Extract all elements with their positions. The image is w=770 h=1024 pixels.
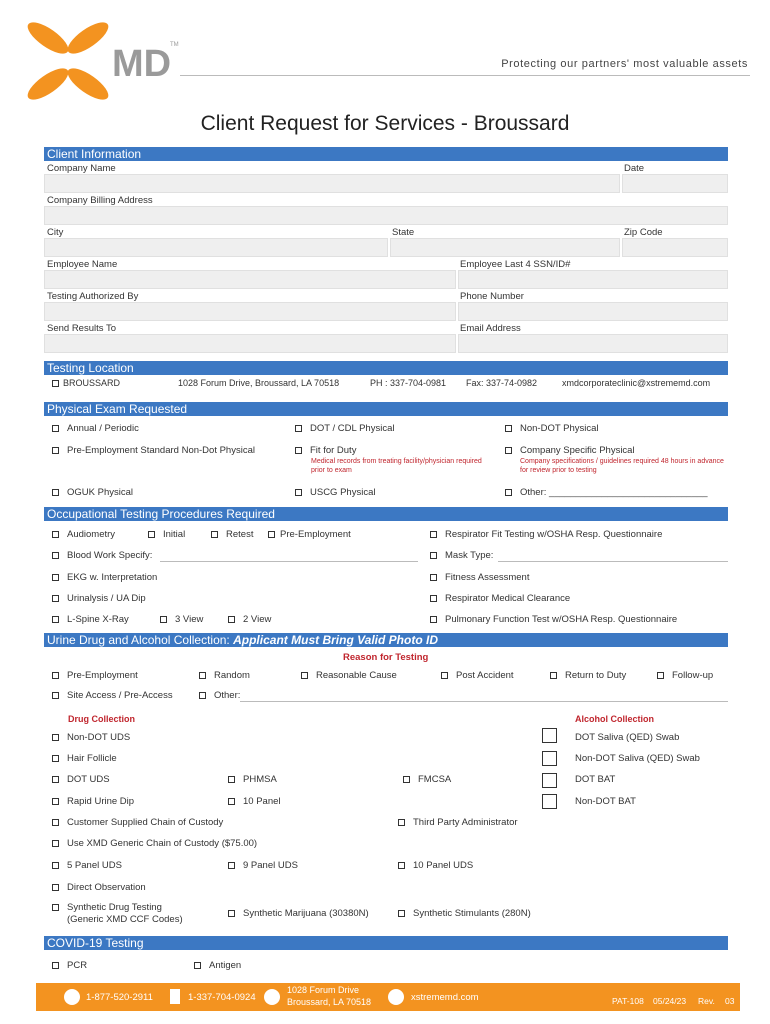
synthetic-drug-sublabel: (Generic XMD CCF Codes) bbox=[67, 914, 183, 925]
checkbox[interactable] bbox=[52, 884, 59, 891]
phone-field[interactable] bbox=[458, 302, 728, 321]
checkbox[interactable] bbox=[52, 840, 59, 847]
tagline-rule bbox=[180, 75, 750, 76]
checkbox[interactable] bbox=[52, 904, 59, 911]
option-label: Return to Duty bbox=[565, 670, 627, 681]
option-label: Respirator Fit Testing w/OSHA Resp. Questionnaire bbox=[445, 529, 663, 540]
send-results-label: Send Results To bbox=[47, 323, 117, 334]
option-label: Initial bbox=[163, 529, 186, 540]
checkbox[interactable] bbox=[160, 616, 167, 623]
checkbox[interactable] bbox=[228, 776, 235, 783]
fitness-assessment-option[interactable] bbox=[430, 572, 529, 583]
section-occupational-testing: Occupational Testing Procedures Required bbox=[44, 507, 728, 521]
checkbox[interactable] bbox=[295, 425, 302, 432]
option-label: Reasonable Cause bbox=[316, 670, 397, 681]
other-physical-option[interactable] bbox=[505, 487, 708, 498]
location-broussard-option[interactable] bbox=[52, 378, 120, 388]
pft-option[interactable] bbox=[430, 614, 677, 625]
checkbox[interactable] bbox=[398, 910, 405, 917]
dot-saliva-label: DOT Saliva (QED) Swab bbox=[575, 732, 680, 743]
footer-phone: 1-877-520-2911 bbox=[86, 992, 153, 1003]
option-label: Fitness Assessment bbox=[445, 572, 530, 583]
zip-field[interactable] bbox=[622, 238, 728, 257]
location-pin-icon bbox=[264, 989, 280, 1005]
option-label: Third Party Administrator bbox=[413, 817, 518, 828]
option-label: Annual / Periodic bbox=[67, 423, 139, 434]
mask-type-input[interactable] bbox=[498, 561, 728, 562]
nine-panel-uds-option[interactable] bbox=[228, 860, 298, 871]
checkbox[interactable] bbox=[52, 692, 59, 699]
location-site: BROUSSARD bbox=[63, 378, 121, 388]
non-dot-saliva-checkbox[interactable] bbox=[542, 751, 557, 766]
section-covid-testing: COVID-19 Testing bbox=[44, 936, 728, 950]
checkbox[interactable] bbox=[430, 574, 437, 581]
checkbox[interactable] bbox=[657, 672, 664, 679]
rapid-urine-dip-option[interactable] bbox=[52, 796, 134, 807]
checkbox[interactable] bbox=[295, 447, 302, 454]
checkbox[interactable] bbox=[52, 734, 59, 741]
other-reason-input[interactable] bbox=[240, 701, 728, 702]
employee-ssn-field[interactable] bbox=[458, 270, 728, 289]
option-label: 3 View bbox=[175, 614, 204, 625]
dot-bat-checkbox[interactable] bbox=[542, 773, 557, 788]
date-label: Date bbox=[624, 163, 645, 174]
billing-address-label: Company Billing Address bbox=[47, 195, 153, 206]
option-label: USCG Physical bbox=[310, 487, 376, 498]
checkbox[interactable] bbox=[430, 552, 437, 559]
option-label: Other: bbox=[214, 690, 241, 701]
option-label: Hair Follicle bbox=[67, 753, 117, 764]
ten-panel-uds-option[interactable] bbox=[398, 860, 473, 871]
company-specific-option[interactable] bbox=[505, 445, 635, 456]
svg-text:TM: TM bbox=[170, 42, 179, 48]
option-label: Pre-Employment bbox=[67, 670, 138, 681]
option-label: Fit for Duty bbox=[310, 445, 357, 456]
audiometry-pre-employment-option[interactable] bbox=[268, 529, 351, 540]
annual-periodic-option[interactable] bbox=[52, 423, 139, 434]
location-phone: PH : 337-704-0981 bbox=[370, 378, 447, 388]
non-dot-bat-checkbox[interactable] bbox=[542, 794, 557, 809]
option-label: EKG w. Interpretation bbox=[67, 572, 158, 583]
option-label: PHMSA bbox=[243, 774, 277, 785]
dot-saliva-checkbox[interactable] bbox=[542, 728, 557, 743]
two-view-option[interactable] bbox=[228, 614, 271, 625]
checkbox[interactable] bbox=[430, 595, 437, 602]
checkbox[interactable] bbox=[52, 425, 59, 432]
option-label: Non-DOT Physical bbox=[520, 423, 599, 434]
option-label: Pre-Employment bbox=[280, 529, 351, 540]
checkbox[interactable] bbox=[295, 489, 302, 496]
employee-name-field[interactable] bbox=[44, 270, 456, 289]
option-label: Site Access / Pre-Access bbox=[67, 690, 173, 701]
checkbox[interactable] bbox=[505, 489, 512, 496]
checkbox[interactable] bbox=[52, 862, 59, 869]
mask-type-option[interactable] bbox=[430, 550, 493, 561]
footer-fax: 1-337-704-0924 bbox=[188, 992, 256, 1003]
checkbox[interactable] bbox=[52, 531, 59, 538]
checkbox[interactable] bbox=[430, 531, 437, 538]
antigen-option[interactable] bbox=[194, 960, 241, 971]
alcohol-collection-heading: Alcohol Collection bbox=[575, 714, 655, 724]
company-name-field[interactable] bbox=[44, 174, 620, 193]
checkbox[interactable] bbox=[199, 692, 206, 699]
email-field[interactable] bbox=[458, 334, 728, 353]
option-label: 2 View bbox=[243, 614, 272, 625]
option-label: 5 Panel UDS bbox=[67, 860, 122, 871]
drug-collection-heading: Drug Collection bbox=[68, 714, 135, 724]
option-label: Non-DOT UDS bbox=[67, 732, 131, 743]
checkbox[interactable] bbox=[268, 531, 275, 538]
checkbox[interactable] bbox=[52, 447, 59, 454]
option-label: Synthetic Marijuana (30380N) bbox=[243, 908, 369, 919]
rev-number: 03 bbox=[725, 996, 735, 1006]
return-to-duty-option[interactable] bbox=[550, 670, 626, 681]
option-label: Antigen bbox=[209, 960, 242, 971]
option-label: Pre-Employment Standard Non-Dot Physical bbox=[67, 445, 255, 456]
option-label: Follow-up bbox=[672, 670, 714, 681]
footer-website: xstrememd.com bbox=[411, 992, 479, 1003]
uscg-option[interactable] bbox=[295, 487, 375, 498]
checkbox[interactable] bbox=[52, 962, 59, 969]
checkbox[interactable] bbox=[228, 910, 235, 917]
checkbox[interactable] bbox=[52, 798, 59, 805]
employee-name-label: Employee Name bbox=[47, 259, 118, 270]
checkbox[interactable] bbox=[199, 672, 206, 679]
site-access-option[interactable] bbox=[52, 690, 173, 701]
tagline: Protecting our partners' most valuable assets bbox=[501, 58, 748, 70]
fit-for-duty-note: Medical records from treating facility/physician required prior to exam bbox=[311, 458, 482, 474]
state-label: State bbox=[392, 227, 415, 238]
phmsa-option[interactable] bbox=[228, 774, 277, 785]
checkbox[interactable] bbox=[52, 380, 59, 387]
checkbox[interactable] bbox=[52, 776, 59, 783]
dot-uds-option[interactable] bbox=[52, 774, 110, 785]
date-field[interactable] bbox=[622, 174, 728, 193]
fmcsa-option[interactable] bbox=[403, 774, 451, 785]
option-label: L-Spine X-Ray bbox=[67, 614, 129, 625]
synthetic-drug-option[interactable] bbox=[52, 902, 162, 913]
checkbox[interactable] bbox=[441, 672, 448, 679]
section-physical-exam: Physical Exam Requested bbox=[44, 402, 728, 416]
checkbox[interactable] bbox=[398, 862, 405, 869]
checkbox[interactable] bbox=[52, 755, 59, 762]
option-label: 10 Panel bbox=[243, 796, 281, 807]
city-label: City bbox=[47, 227, 64, 238]
phone-label: Phone Number bbox=[460, 291, 524, 302]
option-label: Retest bbox=[226, 529, 254, 540]
checkbox[interactable] bbox=[211, 531, 218, 538]
checkbox[interactable] bbox=[52, 595, 59, 602]
option-label: Pulmonary Function Test w/OSHA Resp. Questionnaire bbox=[445, 614, 678, 625]
respirator-fit-option[interactable] bbox=[430, 529, 662, 540]
option-label: Audiometry bbox=[67, 529, 116, 540]
ekg-option[interactable] bbox=[52, 572, 157, 583]
page-title: Client Request for Services - Broussard bbox=[200, 112, 570, 135]
pcr-option[interactable] bbox=[52, 960, 87, 971]
non-dot-saliva-label: Non-DOT Saliva (QED) Swab bbox=[575, 753, 700, 764]
photo-id-warning: Applicant Must Bring Valid Photo ID bbox=[233, 633, 438, 647]
city-field[interactable] bbox=[44, 238, 388, 257]
checkbox[interactable] bbox=[398, 819, 405, 826]
checkbox[interactable] bbox=[52, 574, 59, 581]
non-dot-bat-label: Non-DOT BAT bbox=[575, 796, 636, 807]
option-label: Other: ______________________________ bbox=[520, 487, 708, 498]
email-label: Email Address bbox=[460, 323, 521, 334]
checkbox[interactable] bbox=[52, 489, 59, 496]
fax-icon bbox=[169, 988, 181, 1005]
testing-authorized-label: Testing Authorized By bbox=[47, 291, 139, 302]
option-label: Synthetic Stimulants (280N) bbox=[413, 908, 531, 919]
checkbox[interactable] bbox=[52, 819, 59, 826]
follow-up-option[interactable] bbox=[657, 670, 713, 681]
checkbox[interactable] bbox=[52, 552, 59, 559]
section-urine-drug-alcohol bbox=[44, 633, 728, 647]
three-view-option[interactable] bbox=[160, 614, 203, 625]
checkbox[interactable] bbox=[505, 447, 512, 454]
checkbox[interactable] bbox=[194, 962, 201, 969]
reason-for-testing-heading: Reason for Testing bbox=[343, 652, 429, 663]
non-dot-physical-option[interactable] bbox=[505, 423, 599, 434]
location-fax: Fax: 337-74-0982 bbox=[466, 378, 538, 388]
oguk-option[interactable] bbox=[52, 487, 133, 498]
footer-address-line2: Broussard, LA 70518 bbox=[287, 997, 372, 1007]
checkbox[interactable] bbox=[52, 672, 59, 679]
direct-observation-option[interactable] bbox=[52, 882, 146, 893]
option-label: Blood Work Specify: bbox=[67, 550, 153, 561]
option-label: Rapid Urine Dip bbox=[67, 796, 135, 807]
synthetic-marijuana-option[interactable] bbox=[228, 908, 369, 919]
dot-bat-label: DOT BAT bbox=[575, 774, 616, 785]
option-label: Post Accident bbox=[456, 670, 514, 681]
lspine-option[interactable] bbox=[52, 614, 129, 625]
state-field[interactable] bbox=[390, 238, 620, 257]
option-label: Urinalysis / UA Dip bbox=[67, 593, 146, 604]
retest-option[interactable] bbox=[211, 529, 253, 540]
phone-icon bbox=[64, 989, 80, 1005]
option-label: Mask Type: bbox=[445, 550, 494, 561]
blood-work-option[interactable] bbox=[52, 550, 152, 561]
option-label: Company Specific Physical bbox=[520, 445, 635, 456]
globe-icon bbox=[388, 989, 404, 1005]
svg-text:MD: MD bbox=[112, 43, 172, 85]
audiometry-option[interactable] bbox=[52, 529, 115, 540]
checkbox[interactable] bbox=[505, 425, 512, 432]
post-accident-option[interactable] bbox=[441, 670, 514, 681]
option-label: Use XMD Generic Chain of Custody ($75.00) bbox=[67, 838, 258, 849]
initial-option[interactable] bbox=[148, 529, 185, 540]
form-date: 05/24/23 bbox=[653, 996, 687, 1006]
option-label: OGUK Physical bbox=[67, 487, 133, 498]
pre-employment-physical-option[interactable] bbox=[52, 445, 255, 456]
option-label: 9 Panel UDS bbox=[243, 860, 298, 871]
checkbox[interactable] bbox=[52, 616, 59, 623]
footer-bar bbox=[36, 983, 740, 1011]
option-label: FMCSA bbox=[418, 774, 452, 785]
checkbox[interactable] bbox=[228, 616, 235, 623]
section-heading: Urine Drug and Alcohol Collection: bbox=[47, 633, 230, 647]
option-label: Synthetic Drug Testing bbox=[67, 902, 162, 913]
rev-label: Rev. bbox=[698, 996, 715, 1006]
section-testing-location: Testing Location bbox=[44, 361, 728, 375]
respirator-clearance-option[interactable] bbox=[430, 593, 570, 604]
testing-authorized-field[interactable] bbox=[44, 302, 456, 321]
option-label: PCR bbox=[67, 960, 88, 971]
checkbox[interactable] bbox=[550, 672, 557, 679]
synthetic-stimulants-option[interactable] bbox=[398, 908, 531, 919]
five-panel-uds-option[interactable] bbox=[52, 860, 122, 871]
xmd-coc-option[interactable] bbox=[52, 838, 257, 849]
option-label: Respirator Medical Clearance bbox=[445, 593, 571, 604]
reasonable-cause-option[interactable] bbox=[301, 670, 397, 681]
option-label: DOT UDS bbox=[67, 774, 110, 785]
option-label: Random bbox=[214, 670, 250, 681]
random-option[interactable] bbox=[199, 670, 250, 681]
checkbox[interactable] bbox=[301, 672, 308, 679]
checkbox[interactable] bbox=[148, 531, 155, 538]
customer-coc-option[interactable] bbox=[52, 817, 223, 828]
blood-work-input[interactable] bbox=[160, 561, 418, 562]
option-label: DOT / CDL Physical bbox=[310, 423, 395, 434]
footer-address-line1: 1028 Forum Drive bbox=[287, 985, 360, 995]
dot-cdl-option[interactable] bbox=[295, 423, 394, 434]
section-client-information: Client Information bbox=[44, 147, 728, 161]
drug-pre-employment-option[interactable] bbox=[52, 670, 138, 681]
hair-follicle-option[interactable] bbox=[52, 753, 117, 764]
other-reason-option[interactable] bbox=[199, 690, 240, 701]
ten-panel-option[interactable] bbox=[228, 796, 281, 807]
option-label: Customer Supplied Chain of Custody bbox=[67, 817, 224, 828]
checkbox[interactable] bbox=[430, 616, 437, 623]
non-dot-uds-option[interactable] bbox=[52, 732, 130, 743]
option-label: Direct Observation bbox=[67, 882, 146, 893]
form-code: PAT-108 bbox=[612, 996, 644, 1006]
billing-address-field[interactable] bbox=[44, 206, 728, 225]
location-email: xmdcorporateclinic@xstrememd.com bbox=[562, 378, 711, 388]
checkbox[interactable] bbox=[403, 776, 410, 783]
location-address: 1028 Forum Drive, Broussard, LA 70518 bbox=[178, 378, 340, 388]
fit-for-duty-option[interactable] bbox=[295, 445, 356, 456]
send-results-field[interactable] bbox=[44, 334, 456, 353]
xmd-logo bbox=[20, 18, 190, 108]
checkbox[interactable] bbox=[228, 798, 235, 805]
company-specific-note: Company specifications / guidelines required 48 hours in advance for review prior to testing bbox=[520, 458, 724, 474]
tpa-option[interactable] bbox=[398, 817, 518, 828]
checkbox[interactable] bbox=[228, 862, 235, 869]
zip-label: Zip Code bbox=[624, 227, 663, 238]
urinalysis-option[interactable] bbox=[52, 593, 146, 604]
company-name-label: Company Name bbox=[47, 163, 116, 174]
option-label: 10 Panel UDS bbox=[413, 860, 474, 871]
employee-ssn-label: Employee Last 4 SSN/ID# bbox=[460, 259, 571, 270]
